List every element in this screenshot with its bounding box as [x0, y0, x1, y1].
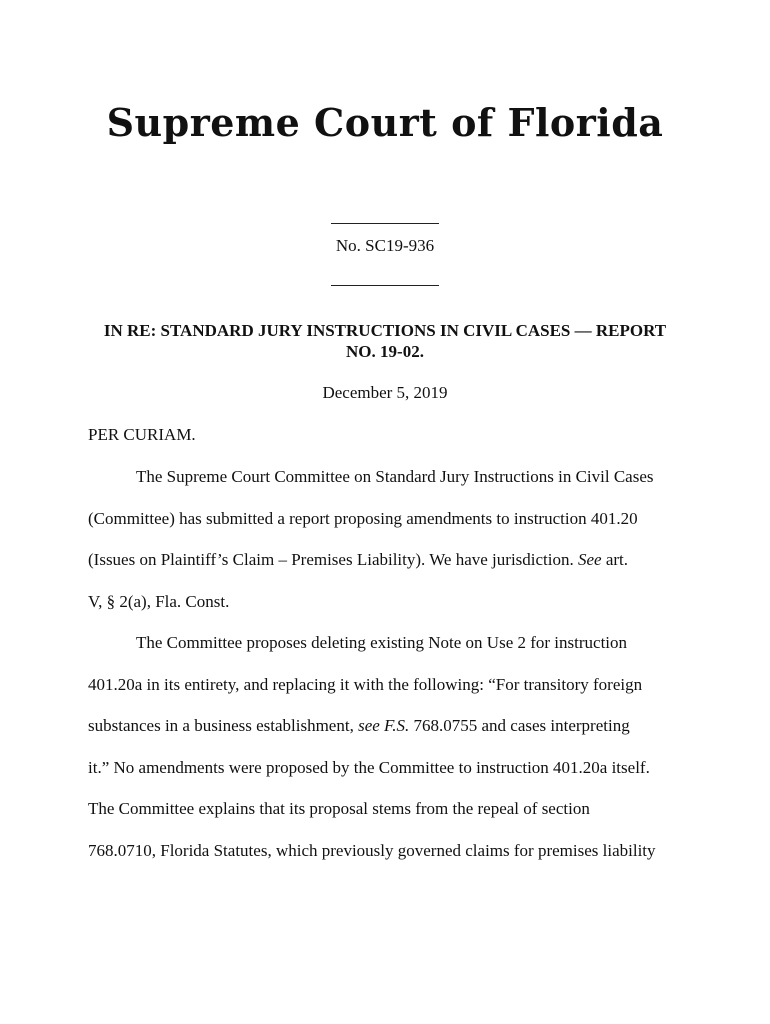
paragraph-1: [88, 456, 682, 622]
case-number: No. SC19-936: [335, 236, 435, 255]
paragraph-1-line-1: The Supreme Court Committee on Standard Jury Instructions in Civil Cases: [136, 467, 654, 486]
horizontal-rule-bottom: [0, 272, 770, 292]
paragraph-2-line-1: The Committee proposes deleting existing Note on Use 2 for instruction: [136, 633, 628, 652]
paragraph-2-line-2: 401.20a in its entirety, and replacing it with the following: “For transitory foreign: [88, 674, 643, 694]
paragraph-1-line-3: (Issues on Plaintiff’s Claim – Premises Liability). We have jurisdiction. See art.: [88, 550, 629, 569]
paragraph-2-line-5: The Committee explains that its proposal stems from the repeal of section: [88, 799, 590, 818]
paragraph-1-line-4: V, § 2(a), Fla. Const.: [88, 591, 230, 611]
case-title: IN RE: STANDARD JURY INSTRUCTIONS IN CIVIL CASES — REPORT NO. 19-02.: [103, 321, 667, 361]
opinion-author: PER CURIAM.: [88, 425, 196, 444]
court-name-heading: Supreme Court of Florida: [106, 100, 664, 145]
decision-date: December 5, 2019: [322, 383, 448, 402]
paragraph-2-line-3: substances in a business establishment, see F.S. 768.0755 and cases interpreting: [88, 716, 630, 735]
horizontal-rule-top: [0, 210, 770, 230]
paragraph-2: [88, 622, 682, 871]
paragraph-2-line-6: 768.0710, Florida Statutes, which previously governed claims for premises liability: [88, 840, 656, 860]
paragraph-1-line-2: (Committee) has submitted a report proposing amendments to instruction 401.20: [88, 508, 638, 528]
paragraph-2-line-4: it.” No amendments were proposed by the Committee to instruction 401.20a itself.: [88, 757, 650, 777]
